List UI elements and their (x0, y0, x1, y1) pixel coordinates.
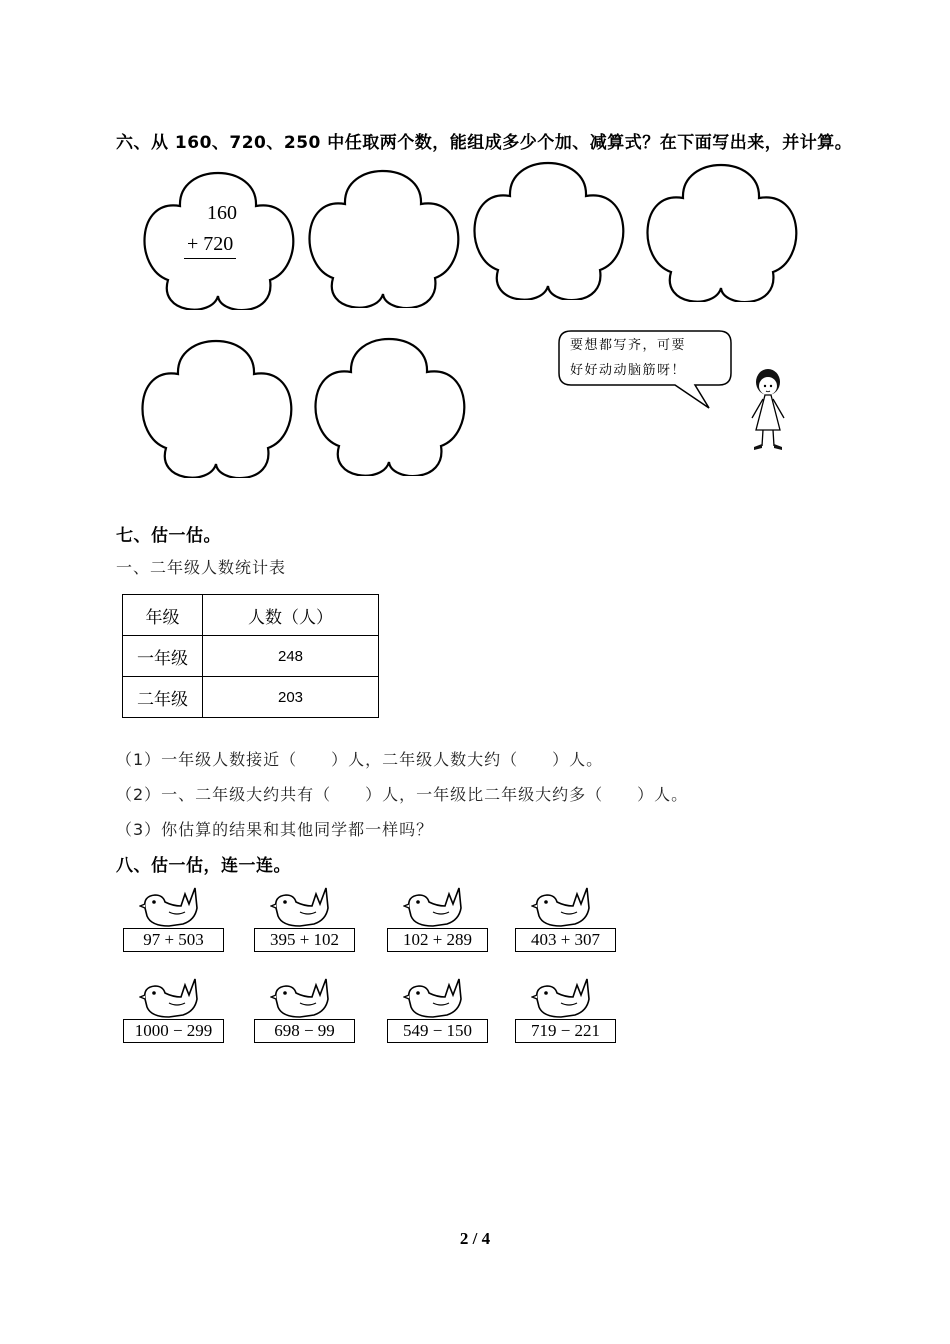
stats-table (122, 594, 379, 718)
flower-6 (311, 334, 469, 476)
bubble-line-2: 好好动动脑筋呀！ (570, 363, 687, 378)
bird-expression-card[interactable] (123, 977, 223, 1043)
example-operand-2: + 720 (187, 233, 234, 255)
section-8-heading: 八、估一估，连一连。 (116, 856, 291, 876)
page-number: 2 / 4 (459, 1229, 491, 1248)
flower-5 (138, 336, 296, 478)
flower-2 (305, 166, 463, 308)
bird-expression-card[interactable] (387, 977, 487, 1043)
bird-expression-card[interactable] (515, 977, 615, 1043)
example-underline (184, 258, 236, 259)
expression-box: 549 − 150 (387, 1019, 488, 1043)
bubble-line-1: 要想都写齐，可要 (570, 338, 687, 353)
table-header-cell: 人数（人） (203, 595, 379, 636)
table-cell-grade: 一年级 (123, 636, 203, 677)
table-header-row (123, 595, 379, 636)
expression-box: 102 + 289 (387, 928, 488, 952)
bird-expression-card[interactable] (254, 977, 354, 1043)
table-title: 一、二年级人数统计表 (116, 558, 287, 577)
expression-box: 97 + 503 (123, 928, 224, 952)
bird-expression-card[interactable] (515, 886, 615, 952)
expression-box: 1000 − 299 (123, 1019, 224, 1043)
table-cell-count: 203 (203, 677, 379, 718)
flower-3 (470, 158, 628, 300)
girl-illustration (744, 366, 794, 456)
bird-expression-card[interactable] (387, 886, 487, 952)
section-7-heading: 七、估一估。 (116, 526, 221, 546)
table-cell-grade: 二年级 (123, 677, 203, 718)
table-row (123, 677, 379, 718)
question-1: （1）一年级人数接近（ ）人，二年级人数大约（ ）人。 (116, 750, 604, 769)
bird-expression-card[interactable] (254, 886, 354, 952)
table-header-cell: 年级 (123, 595, 203, 636)
expression-box: 719 − 221 (515, 1019, 616, 1043)
expression-box: 403 + 307 (515, 928, 616, 952)
question-3: （3）你估算的结果和其他同学都一样吗？ (116, 820, 434, 839)
question-2: （2）一、二年级大约共有（ ）人，一年级比二年级大约多（ ）人。 (116, 785, 689, 804)
bird-expression-card[interactable] (123, 886, 223, 952)
expression-box: 698 − 99 (254, 1019, 355, 1043)
table-row (123, 636, 379, 677)
expression-box: 395 + 102 (254, 928, 355, 952)
example-operand-1: 160 (207, 202, 237, 224)
table-cell-count: 248 (203, 636, 379, 677)
flower-4 (643, 160, 801, 302)
section-6-heading: 六、从 160、720、250 中任取两个数，能组成多少个加、减算式？在下面写出来，并计算。 (116, 133, 853, 153)
